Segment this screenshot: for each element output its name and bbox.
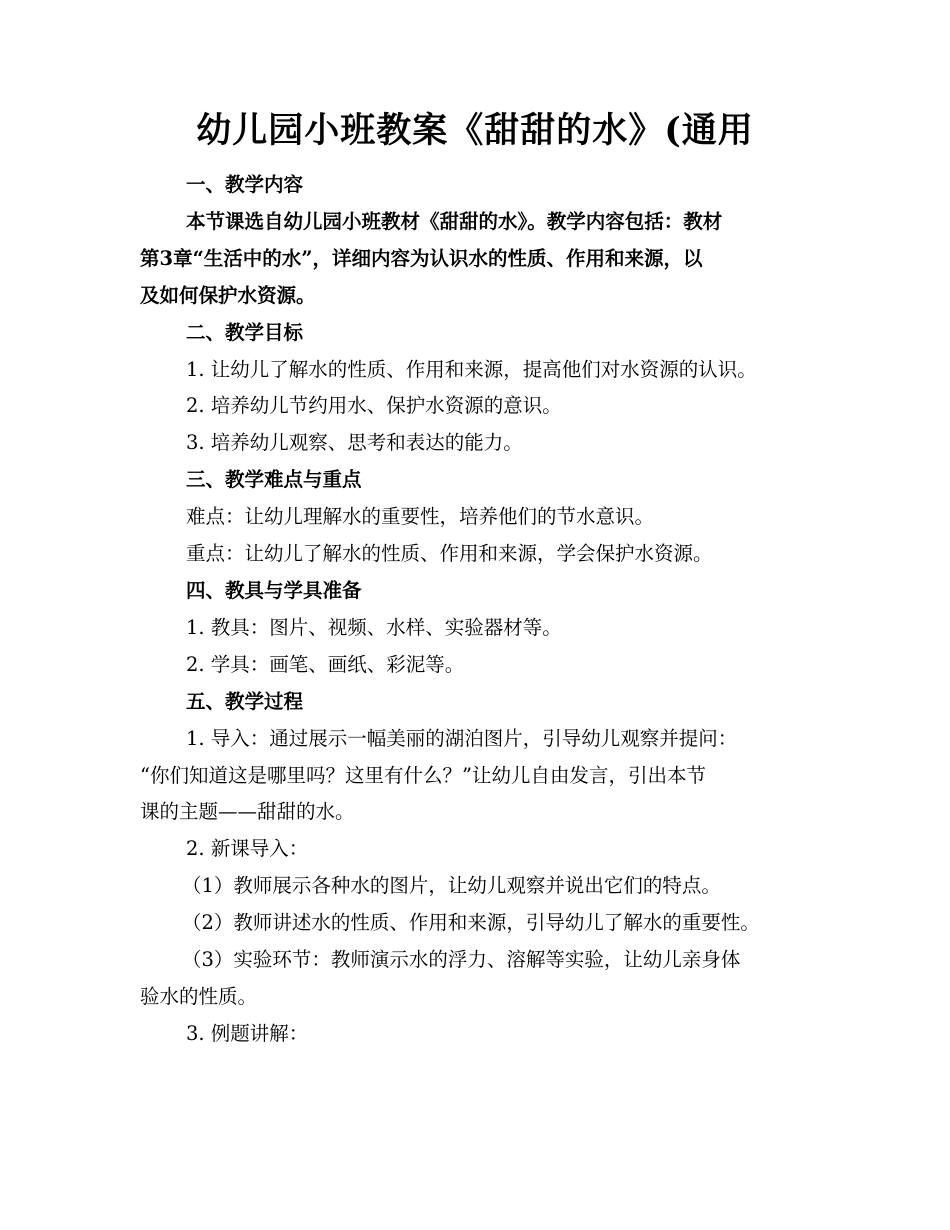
paragraph-line: 验水的性质。	[140, 984, 258, 1008]
sub-list-item: （1）教师展示各种水的图片，让幼儿观察并说出它们的特点。	[182, 874, 721, 898]
paragraph-teaching-content	[140, 204, 820, 315]
section-heading-difficulties: 三、教学难点与重点	[186, 468, 362, 492]
list-item: 1. 教具：图片、视频、水样、实验器材等。	[186, 615, 562, 639]
section-heading-process: 五、教学过程	[186, 689, 304, 713]
page-title: 幼儿园小班教案《甜甜的水》(通用	[196, 110, 754, 151]
list-item: 3. 培养幼儿观察、思考和表达的能力。	[186, 431, 523, 455]
section-heading-materials: 四、教具与学具准备	[186, 578, 362, 602]
paragraph-introduction	[140, 721, 820, 832]
paragraph-line: 1. 导入：通过展示一幅美丽的湖泊图片，引导幼儿观察并提问：	[186, 726, 738, 750]
list-item: 1. 让幼儿了解水的性质、作用和来源，提高他们对水资源的认识。	[186, 357, 757, 381]
list-item: 2. 新课导入：	[186, 837, 309, 861]
difficulty-text: 难点：让幼儿理解水的重要性，培养他们的节水意识。	[186, 505, 655, 529]
paragraph-line: “你们知道这是哪里吗？这里有什么？”让幼儿自由发言，引出本节	[140, 763, 706, 787]
paragraph-line: 课的主题——甜甜的水。	[140, 800, 355, 824]
paragraph-line: 本节课选自幼儿园小班教材《甜甜的水》。教学内容包括：教材	[186, 209, 723, 233]
paragraph-line: （3）实验环节：教师演示水的浮力、溶解等实验，让幼儿亲身体	[182, 948, 741, 972]
paragraph-experiment	[140, 942, 820, 1016]
list-item: 2. 培养幼儿节约用水、保护水资源的意识。	[186, 394, 562, 418]
paragraph-line: 第3章“生活中的水”，详细内容为认识水的性质、作用和来源，以	[140, 246, 703, 270]
key-point-text: 重点：让幼儿了解水的性质、作用和来源，学会保护水资源。	[186, 542, 713, 566]
paragraph-line: 及如何保护水资源。	[140, 283, 316, 307]
sub-list-item: （2）教师讲述水的性质、作用和来源，引导幼儿了解水的重要性。	[182, 911, 760, 935]
document-body	[140, 167, 820, 1053]
section-heading-teaching-goals: 二、教学目标	[186, 320, 304, 344]
list-item: 2. 学具：画笔、画纸、彩泥等。	[186, 652, 465, 676]
section-heading-teaching-content: 一、教学内容	[186, 173, 304, 196]
list-item: 3. 例题讲解：	[186, 1021, 309, 1045]
